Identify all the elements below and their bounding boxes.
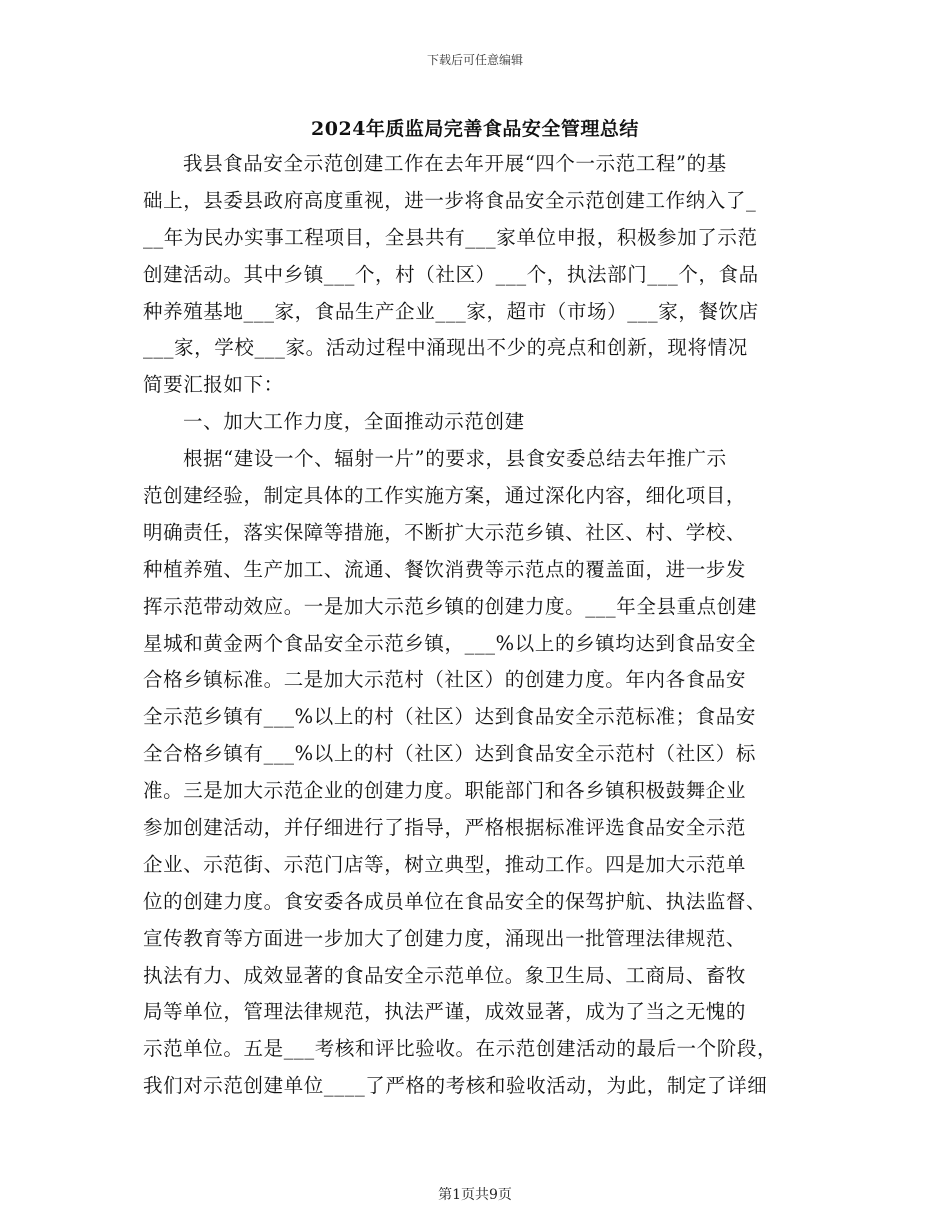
body-line: 根据“建设一个、辐射一片”的要求，县食安委总结去年推广示 [183, 447, 727, 471]
body-line: 我们对示范创建单位____了严格的考核和验收活动，为此，制定了详细 [143, 1074, 768, 1098]
body-line: 全示范乡镇有___%以上的村（社区）达到食品安全示范标准；食品安 [143, 705, 756, 729]
body-line: ___家，学校___家。活动过程中涌现出不少的亮点和创新，现将情况 [143, 336, 748, 360]
body-line: 创建活动。其中乡镇___个，村（社区）___个，执法部门___个，食品 [143, 262, 759, 286]
body-line: 合格乡镇标准。二是加大示范村（社区）的创建力度。年内各食品安 [143, 668, 747, 692]
page-header-note: 下载后可任意编辑 [426, 53, 523, 67]
body-line: 参加创建活动，并仔细进行了指导，严格根据标准评选食品安全示范 [143, 816, 747, 840]
body-line: 宣传教育等方面进一步加大了创建力度，涌现出一批管理法律规范、 [143, 926, 747, 950]
body-line: 明确责任，落实保障等措施，不断扩大示范乡镇、社区、村、学校、 [143, 520, 747, 544]
body-line: 范创建经验，制定具体的工作实施方案，通过深化内容，细化项目， [143, 484, 747, 508]
body-line: 种植养殖、生产加工、流通、餐饮消费等示范点的覆盖面，进一步发 [143, 557, 747, 581]
body-line: 础上，县委县政府高度重视，进一步将食品安全示范创建工作纳入了_ [143, 188, 757, 212]
body-line: 示范单位。五是___考核和评比验收。在示范创建活动的最后一个阶段， [143, 1037, 778, 1061]
body-line: 种养殖基地___家，食品生产企业___家，超市（市场）___家，餐饮店 [143, 299, 759, 323]
body-line: 全合格乡镇有___%以上的村（社区）达到食品安全示范村（社区）标 [143, 742, 756, 766]
body-line: __年为民办实事工程项目，全县共有___家单位申报，积极参加了示范 [143, 225, 758, 249]
document-title: 2024年质监局完善食品安全管理总结 [311, 118, 639, 140]
body-line: 我县食品安全示范创建工作在去年开展“四个一示范工程”的基 [183, 152, 727, 175]
body-line: 简要汇报如下： [143, 373, 284, 397]
body-line: 星城和黄金两个食品安全示范乡镇，___%以上的乡镇均达到食品安全 [143, 631, 756, 655]
body-line: 局等单位，管理法律规范，执法严谨，成效显著，成为了当之无愧的 [143, 1000, 747, 1024]
body-line: 执法有力、成效显著的食品安全示范单位。象卫生局、工商局、畜牧 [143, 963, 747, 987]
body-line: 挥示范带动效应。一是加大示范乡镇的创建力度。___年全县重点创建 [143, 594, 757, 618]
body-line: 准。三是加大示范企业的创建力度。职能部门和各乡镇积极鼓舞企业 [143, 779, 747, 803]
page-number: 第1页共9页 [438, 1187, 512, 1203]
section-heading: 一、加大工作力度，全面推动示范创建 [183, 410, 525, 434]
body-line: 企业、示范街、示范门店等，树立典型，推动工作。四是加大示范单 [143, 852, 747, 876]
document-body [143, 146, 811, 1105]
body-line: 位的创建力度。食安委各成员单位在食品安全的保驾护航、执法监督、 [143, 889, 767, 913]
